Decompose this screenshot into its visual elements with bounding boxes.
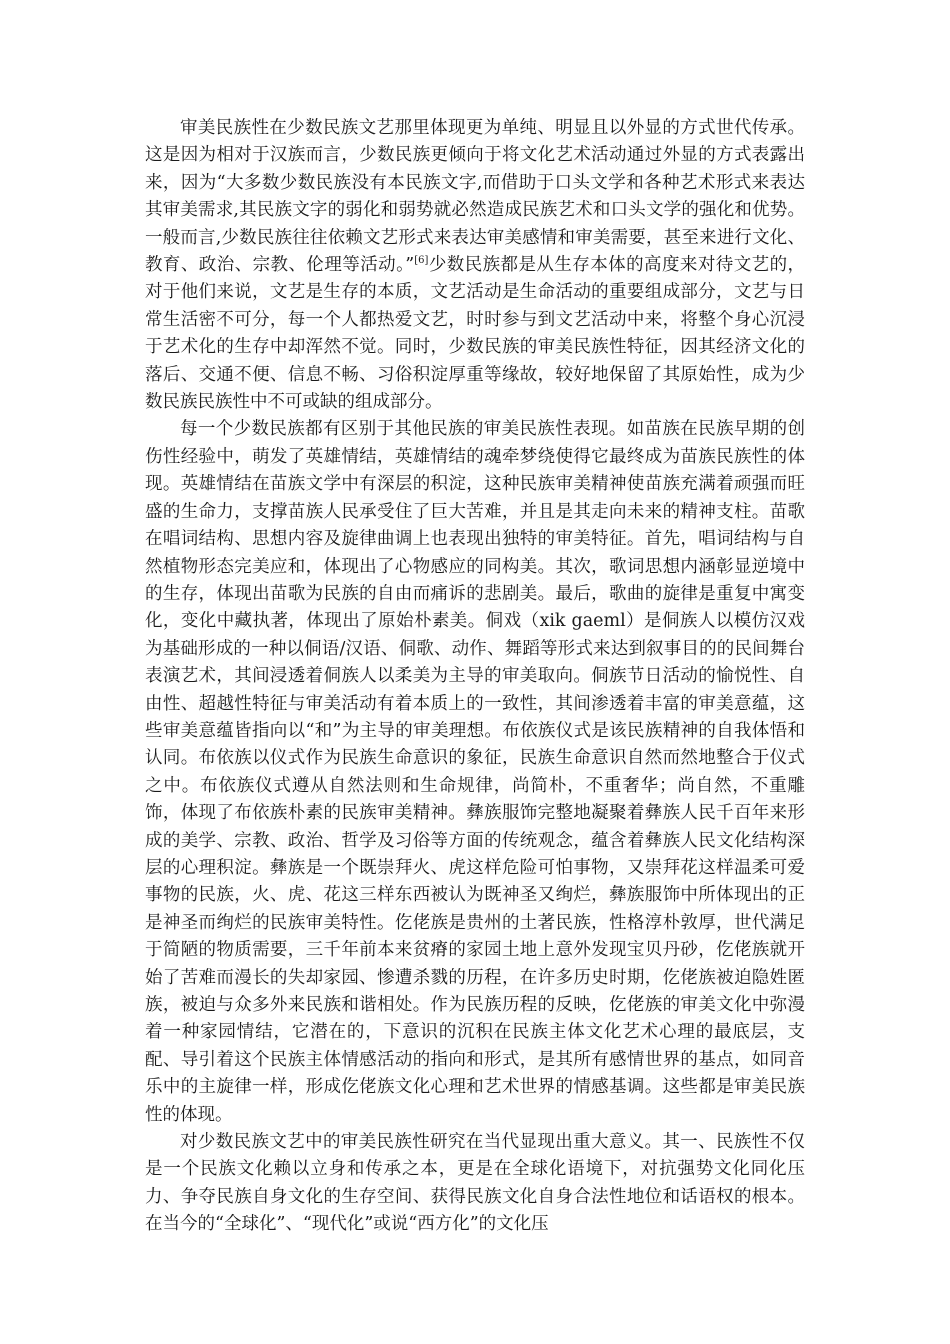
paragraph-2: 每一个少数民族都有区别于其他民族的审美民族性表现。如苗族在民族早期的创伤性经验中，萌发了英雄情结，英雄情结的魂牵梦绕使得它最终成为苗族民族性的体现。英雄情结在苗族文学中有深层的积淀，这种民族审美精神使苗族充满着顽强而旺盛的生命力，支撑苗族人民承受住了巨大苦难，并且是其走向未来的精神支柱。苗歌在唱词结构、思想内容及旋律曲调上也表现出独特的审美特征。首先，唱词结构与自然植物形态完美应和，体现出了心物感应的同构美。其次，歌词思想内涵彰显逆境中的生存，体现出苗歌为民族的自由而痛诉的悲剧美。最后，歌曲的旋律是重复中寓变化，变化中藏执著，体现出了原始朴素美。侗戏（xik gaeml）是侗族人以模仿汉戏为基础形成的一种以侗语/汉语、侗歌、动作、舞蹈等形式来达到叙事目的的民间舞台表演艺术，其间浸透着侗族人以柔美为主导的审美取向。侗族节日活动的愉悦性、自由性、超越性特征与审美活动有着本质上的一致性，其间渗透着丰富的审美意蕴，这些审美意蕴皆指向以“和”为主导的审美理想。布依族仪式是该民族精神的自我体悟和认同。布依族以仪式作为民族生命意识的象征，民族生命意识自然而然地整合于仪式之中。布依族仪式遵从自然法则和生命规律，尚简朴，不重奢华；尚自然，不重雕饰，体现了布依族朴素的民族审美精神。彝族服饰完整地凝聚着彝族人民千百年来形成的美学、宗教、政治、哲学及习俗等方面的传统观念，蕴含着彝族人民文化结构深层的心理积淀。彝族是一个既崇拜火、虎这样危险可怕事物，又崇拜花这样温柔可爱事物的民族，火、虎、花这三样东西被认为既神圣又绚烂，彝族服饰中所体现出的正是神圣而绚烂的民族审美特性。仡佬族是贵州的土著民族，性格淳朴敦厚，世代满足于简陋的物质需要，三千年前本来贫瘠的家园土地上意外发现宝贝丹砂，仡佬族就开始了苦难而漫长的失却家园、惨遭杀戮的历程，在许多历史时期，仡佬族被迫隐姓匿族，被迫与众多外来民族和谐相处。作为民族历程的反映，仡佬族的审美文化中弥漫着一种家园情结，它潜在的，下意识的沉积在民族主体文化艺术心理的最底层，支配、导引着这个民族主体情感活动的指向和形式，是其所有感情世界的基点，如同音乐中的主旋律一样，形成仡佬族文化心理和艺术世界的情感基调。这些都是审美民族性的体现。 [145,419,805,1125]
citation-ref: [6] [414,255,429,267]
paragraph-1-text: 审美民族性在少数民族文艺那里体现更为单纯、明显且以外显的方式世代传承。这是因为相对于汉族而言，少数民族更倾向于将文化艺术活动通过外显的方式表露出来，因为“大多数少数民族没有本民族文字,而借助于口头文学和各种艺术形式来表达其审美需求,其民族文字的弱化和弱势就必然造成民族艺术和口头文学的强化和优势。一般而言,少数民族往往依赖文艺形式来表达审美感情和审美需要，甚至来进行文化、教育、政治、宗教、伦理等活动。” [145,118,805,276]
paragraph-1-text-cont: 少数民族都是从生存本体的高度来对待文艺的，对于他们来说，文艺是生存的本质，文艺活动是生命活动的重要组成部分，文艺与日常生活密不可分，每一个人都热爱文艺，时时参与到文艺活动中来，将整个身心沉浸于艺术化的生存中却浑然不觉。同时，少数民族的审美民族性特征，因其经济文化的落后、交通不便、信息不畅、习俗积淀厚重等缘故，较好地保留了其原始性，成为少数民族民族性中不可或缺的组成部分。 [145,255,806,413]
document-body [145,115,805,1239]
paragraph-1 [145,115,805,416]
paragraph-3: 对少数民族文艺中的审美民族性研究在当代显现出重大意义。其一、民族性不仅是一个民族文化赖以立身和传承之本，更是在全球化语境下，对抗强势文化同化压力、争夺民族自身文化的生存空间、获得民族文化自身合法性地位和话语权的根本。在当今的“全球化”、“现代化”或说“西方化”的文化压 [145,1132,805,1235]
